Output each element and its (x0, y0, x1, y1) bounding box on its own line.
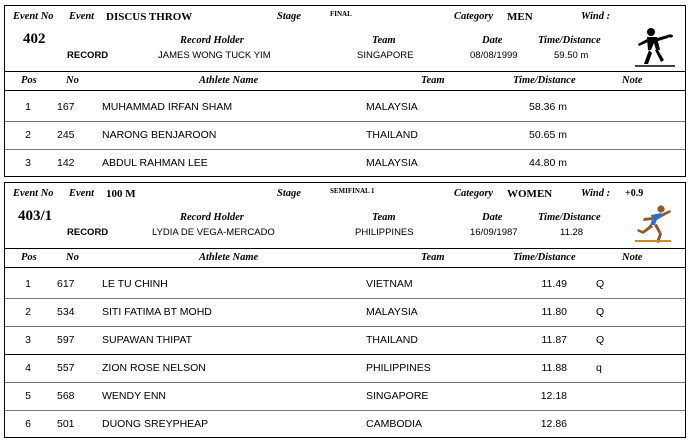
pos-cell: 2 (25, 129, 31, 141)
record-time-label: Time/Distance (538, 35, 601, 46)
stage-value: SEMIFINAL 1 (330, 187, 375, 195)
category-value: WOMEN (507, 188, 553, 200)
pos-cell: 3 (25, 157, 31, 169)
table-row (5, 298, 685, 326)
table-row (5, 93, 685, 121)
wind-label: Wind : (581, 188, 611, 199)
time-cell: 11.49 (541, 278, 567, 290)
table-row (5, 270, 685, 298)
no-cell: 534 (57, 306, 75, 318)
event-label: Event (69, 11, 95, 22)
event-no-label: Event No (13, 11, 54, 22)
table-row (5, 149, 685, 177)
divider (5, 71, 685, 72)
divider (5, 248, 685, 249)
pos-cell: 4 (25, 362, 31, 374)
divider (5, 90, 685, 91)
no-cell: 501 (57, 418, 75, 430)
discus-thrower-icon (635, 26, 675, 68)
event-number: 403/1 (18, 208, 53, 224)
stage-value: FINAL (330, 10, 352, 18)
team-cell: THAILAND (366, 334, 418, 346)
no-cell: 557 (57, 362, 75, 374)
event-no-label: Event No (13, 188, 54, 199)
time-cell: 11.80 (541, 306, 567, 318)
record-holder-label: Record Holder (180, 35, 244, 46)
event-label: Event (69, 188, 95, 199)
category-label: Category (454, 11, 494, 22)
time-header: Time/Distance (513, 75, 576, 86)
athlete-name-cell: NARONG BENJAROON (102, 129, 217, 141)
category-value: MEN (507, 11, 533, 23)
sprinter-icon (631, 203, 675, 245)
pos-cell: 3 (25, 334, 31, 346)
team-cell: CAMBODIA (366, 418, 423, 430)
team-cell: MALAYSIA (366, 157, 418, 169)
wind-value: +0.9 (625, 188, 644, 199)
divider (5, 267, 685, 268)
note-cell: q (596, 362, 602, 374)
pos-header: Pos (21, 75, 37, 86)
athlete-name-cell: SUPAWAN THIPAT (102, 334, 193, 346)
pos-cell: 1 (25, 101, 31, 113)
time-cell: 12.86 (540, 418, 567, 430)
record-holder-label: Record Holder (180, 212, 244, 223)
note-cell: Q (596, 334, 605, 346)
athlete-name-cell: ABDUL RAHMAN LEE (102, 157, 208, 169)
event-name: 100 M (106, 188, 136, 200)
table-row (5, 382, 685, 410)
team-cell: MALAYSIA (366, 306, 418, 318)
team-header: Team (421, 75, 445, 86)
no-cell: 617 (57, 278, 75, 290)
time-cell: 11.87 (541, 334, 567, 346)
event-block (4, 5, 686, 177)
record-label: RECORD (67, 50, 109, 61)
table-row (5, 121, 685, 149)
no-cell: 167 (57, 101, 75, 113)
category-label: Category (454, 188, 494, 199)
stage-label: Stage (277, 188, 301, 199)
note-cell: Q (596, 306, 605, 318)
time-header: Time/Distance (513, 252, 576, 263)
team-cell: PHILIPPINES (366, 362, 431, 374)
athlete-name-cell: MUHAMMAD IRFAN SHAM (102, 101, 233, 113)
record-team: SINGAPORE (357, 50, 414, 61)
event-name: DISCUS THROW (106, 11, 193, 23)
event-number: 402 (23, 31, 46, 47)
time-cell: 44.80 m (529, 157, 567, 169)
stage-label: Stage (277, 11, 301, 22)
record-team-label: Team (372, 212, 396, 223)
pos-cell: 1 (25, 278, 31, 290)
athlete-name-header: Athlete Name (199, 252, 259, 263)
event-block (4, 182, 686, 438)
team-cell: THAILAND (366, 129, 418, 141)
no-header: No (66, 75, 79, 86)
record-value: 59.50 m (554, 50, 589, 61)
pos-cell: 6 (25, 418, 31, 430)
pos-cell: 5 (25, 390, 31, 402)
record-date: 08/08/1999 (470, 50, 518, 61)
table-row (5, 354, 685, 382)
record-team-label: Team (372, 35, 396, 46)
team-header: Team (421, 252, 445, 263)
record-team: PHILIPPINES (355, 227, 414, 238)
no-cell: 597 (57, 334, 75, 346)
athlete-name-cell: LE TU CHINH (102, 278, 168, 290)
athlete-name-cell: WENDY ENN (102, 390, 166, 402)
no-cell: 142 (57, 157, 75, 169)
note-cell: Q (596, 278, 605, 290)
time-cell: 50.65 m (529, 129, 567, 141)
athlete-name-header: Athlete Name (199, 75, 259, 86)
table-row (5, 326, 685, 354)
athlete-name-cell: DUONG SREYPHEAP (102, 418, 209, 430)
note-header: Note (622, 252, 643, 263)
record-date: 16/09/1987 (470, 227, 518, 238)
record-value: 11.28 (560, 227, 584, 238)
athlete-name-cell: ZION ROSE NELSON (102, 362, 206, 374)
team-cell: SINGAPORE (366, 390, 429, 402)
no-header: No (66, 252, 79, 263)
record-holder-name: LYDIA DE VEGA-MERCADO (152, 227, 275, 238)
note-header: Note (622, 75, 643, 86)
pos-cell: 2 (25, 306, 31, 318)
no-cell: 568 (57, 390, 75, 402)
table-row (5, 410, 685, 438)
team-cell: VIETNAM (366, 278, 413, 290)
time-cell: 58.36 m (529, 101, 567, 113)
athlete-name-cell: SITI FATIMA BT MOHD (102, 306, 212, 318)
time-cell: 12.18 (540, 390, 567, 402)
record-label: RECORD (67, 227, 109, 238)
record-time-label: Time/Distance (538, 212, 601, 223)
time-cell: 11.88 (541, 362, 567, 374)
pos-header: Pos (21, 252, 37, 263)
team-cell: MALAYSIA (366, 101, 418, 113)
wind-label: Wind : (581, 11, 611, 22)
record-holder-name: JAMES WONG TUCK YIM (158, 50, 271, 61)
record-date-label: Date (482, 212, 503, 223)
record-date-label: Date (482, 35, 503, 46)
no-cell: 245 (57, 129, 75, 141)
